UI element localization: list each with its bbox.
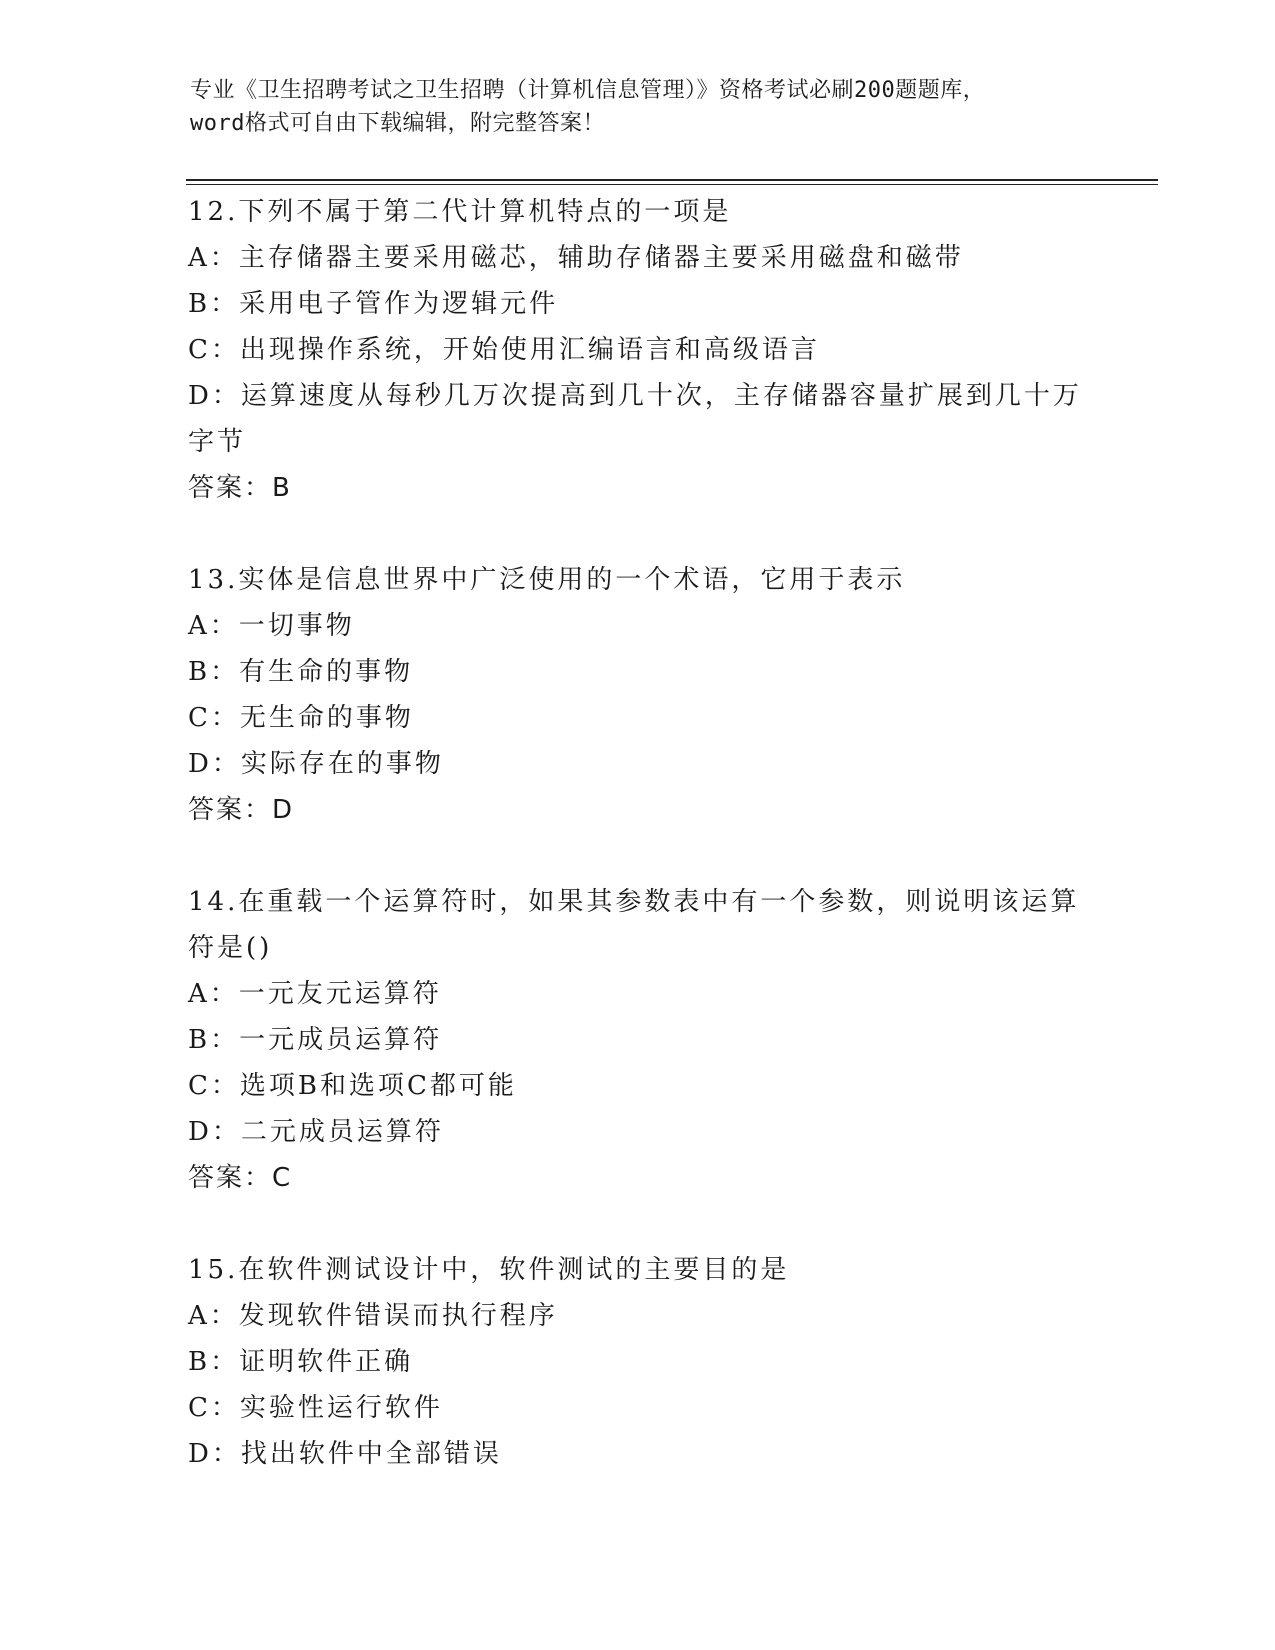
answer-option: C：选项B和选项C都可能 (188, 1071, 517, 1101)
answer-option: A：主存储器主要采用磁芯，辅助存储器主要采用磁盘和磁带 (188, 243, 964, 273)
answer-option: B：证明软件正确 (188, 1347, 414, 1377)
answer-option: A：发现软件错误而执行程序 (188, 1301, 558, 1331)
question-block (188, 557, 1088, 833)
question-block (188, 189, 1088, 511)
answer-option: B：一元成员运算符 (188, 1025, 443, 1055)
answer-option: C：实验性运行软件 (188, 1393, 443, 1423)
answer-key: 答案：D (188, 795, 295, 825)
answer-option: D：实际存在的事物 (188, 749, 444, 779)
question-block (188, 1247, 1088, 1477)
answer-option: B：有生命的事物 (188, 657, 414, 687)
answer-option: 字节 (188, 427, 247, 457)
header-title-line-1: 专业《卫生招聘考试之卫生招聘（计算机信息管理）》资格考试必刷200题题库， (190, 78, 986, 103)
header-divider-thin (186, 184, 1158, 185)
header-divider-thick (186, 179, 1158, 181)
header-title-line-2: word格式可自由下载编辑，附完整答案！ (190, 111, 605, 136)
question-stem: 15.在软件测试设计中，软件测试的主要目的是 (188, 1255, 790, 1285)
answer-option: D：二元成员运算符 (188, 1117, 444, 1147)
question-stem: 14.在重载一个运算符时，如果其参数表中有一个参数，则说明该运算 (188, 887, 1080, 917)
answer-option: A：一元友元运算符 (188, 979, 442, 1009)
answer-option: D：找出软件中全部错误 (188, 1439, 502, 1469)
answer-key: 答案：C (188, 1163, 293, 1193)
question-stem: 12.下列不属于第二代计算机特点的一项是 (188, 197, 732, 227)
question-list (188, 189, 1088, 1523)
answer-option: D：运算速度从每秒几万次提高到几十次，主存储器容量扩展到几十万 (188, 381, 1082, 411)
answer-option: B：采用电子管作为逻辑元件 (188, 289, 559, 319)
answer-option: C：无生命的事物 (188, 703, 414, 733)
answer-option: C：出现操作系统，开始使用汇编语言和高级语言 (188, 335, 820, 365)
question-block (188, 879, 1088, 1201)
question-stem: 符是() (188, 933, 273, 963)
question-stem: 13.实体是信息世界中广泛使用的一个术语，它用于表示 (188, 565, 906, 595)
answer-key: 答案：B (188, 473, 292, 503)
document-header (190, 74, 1090, 140)
answer-option: A：一切事物 (188, 611, 355, 641)
